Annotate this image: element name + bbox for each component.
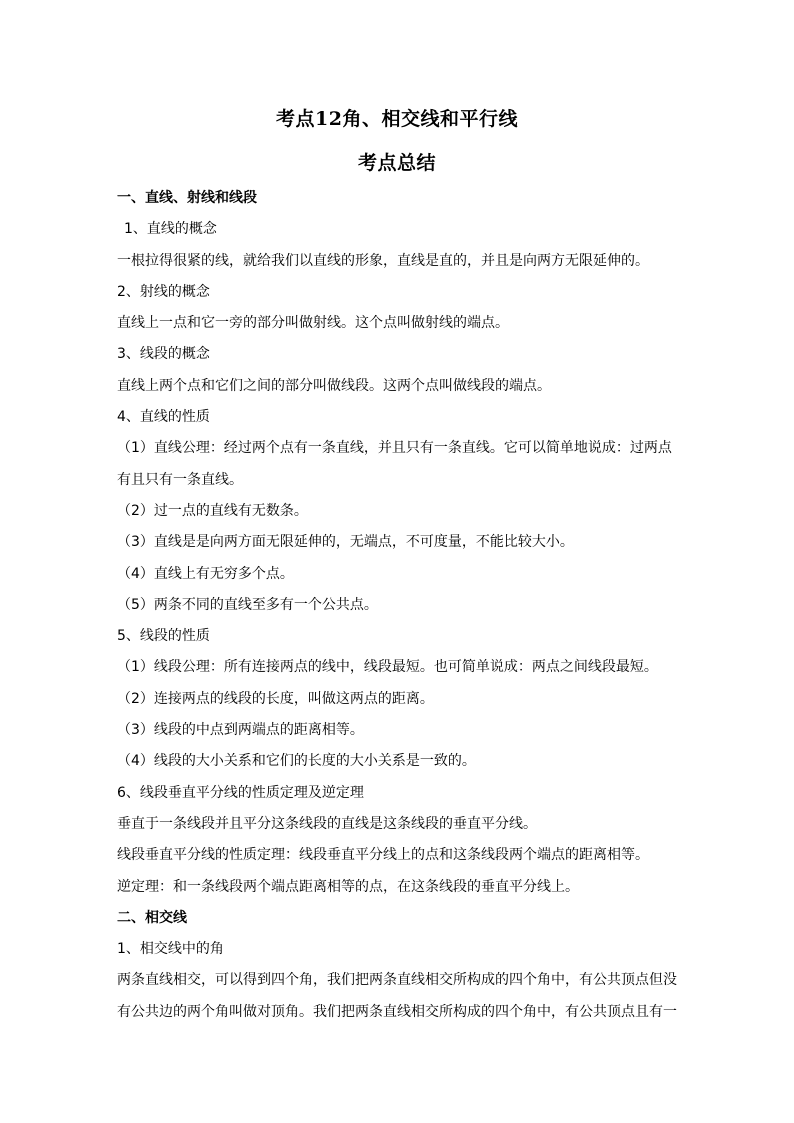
paragraph-line: 2、射线的概念 — [117, 283, 210, 300]
paragraph-line: 垂直于一条线段并且平分这条线段的直线是这条线段的垂直平分线。 — [117, 815, 537, 832]
paragraph-line: 直线上两个点和它们之间的部分叫做线段。这两个点叫做线段的端点。 — [117, 377, 551, 394]
paragraph-line: 6、线段垂直平分线的性质定理及逆定理 — [117, 784, 364, 801]
paragraph-line: 一根拉得很紧的线，就给我们以直线的形象，直线是直的，并且是向两方无限延伸的。 — [117, 252, 649, 269]
paragraph-line: （3）线段的中点到两端点的距离相等。 — [117, 722, 364, 739]
paragraph-line: （3）直线是是向两方面无限延伸的，无端点，不可度量，不能比较大小。 — [117, 534, 574, 551]
paragraph-line: 两条直线相交，可以得到四个角，我们把两条直线相交所构成的四个角中，有公共顶点但没 — [117, 972, 677, 989]
paragraph-line: 5、线段的性质 — [117, 628, 210, 645]
paragraph-line: （5）两条不同的直线至多有一个公共点。 — [117, 596, 378, 613]
section-heading: 一、直线、射线和线段 — [117, 190, 257, 206]
paragraph-line: （4）线段的大小关系和它们的长度的大小关系是一致的。 — [117, 753, 476, 770]
paragraph-line: 1、直线的概念 — [124, 221, 217, 238]
document-body — [117, 183, 683, 1028]
document-subtitle: 考点总结 — [357, 152, 436, 174]
paragraph-line: （1）线段公理：所有连接两点的线中，线段最短。也可简单说成：两点之间线段最短。 — [117, 659, 658, 676]
paragraph-line: 4、直线的性质 — [117, 409, 210, 426]
paragraph-line: （4）直线上有无穷多个点。 — [117, 565, 294, 582]
paragraph-line: 逆定理：和一条线段两个端点距离相等的点，在这条线段的垂直平分线上。 — [117, 878, 579, 895]
paragraph-line: （1）直线公理：经过两个点有一条直线，并且只有一条直线。它可以简单地说成：过两点 — [117, 440, 672, 457]
paragraph-line: 1、相交线中的角 — [117, 941, 224, 958]
paragraph-line: 3、线段的概念 — [117, 346, 210, 363]
paragraph-line: 有且只有一条直线。 — [117, 471, 243, 488]
document-title: 考点12角、相交线和平行线 — [276, 108, 518, 130]
section-heading: 二、相交线 — [117, 909, 187, 926]
paragraph-line: （2）连接两点的线段的长度，叫做这两点的距离。 — [117, 690, 434, 707]
paragraph-line: 有公共边的两个角叫做对顶角。我们把两条直线相交所构成的四个角中，有公共顶点且有一 — [117, 1003, 677, 1020]
paragraph-line: 直线上一点和它一旁的部分叫做射线。这个点叫做射线的端点。 — [117, 315, 509, 332]
paragraph-line: 线段垂直平分线的性质定理：线段垂直平分线上的点和这条线段两个端点的距离相等。 — [117, 847, 649, 864]
paragraph-line: （2）过一点的直线有无数条。 — [117, 502, 308, 519]
